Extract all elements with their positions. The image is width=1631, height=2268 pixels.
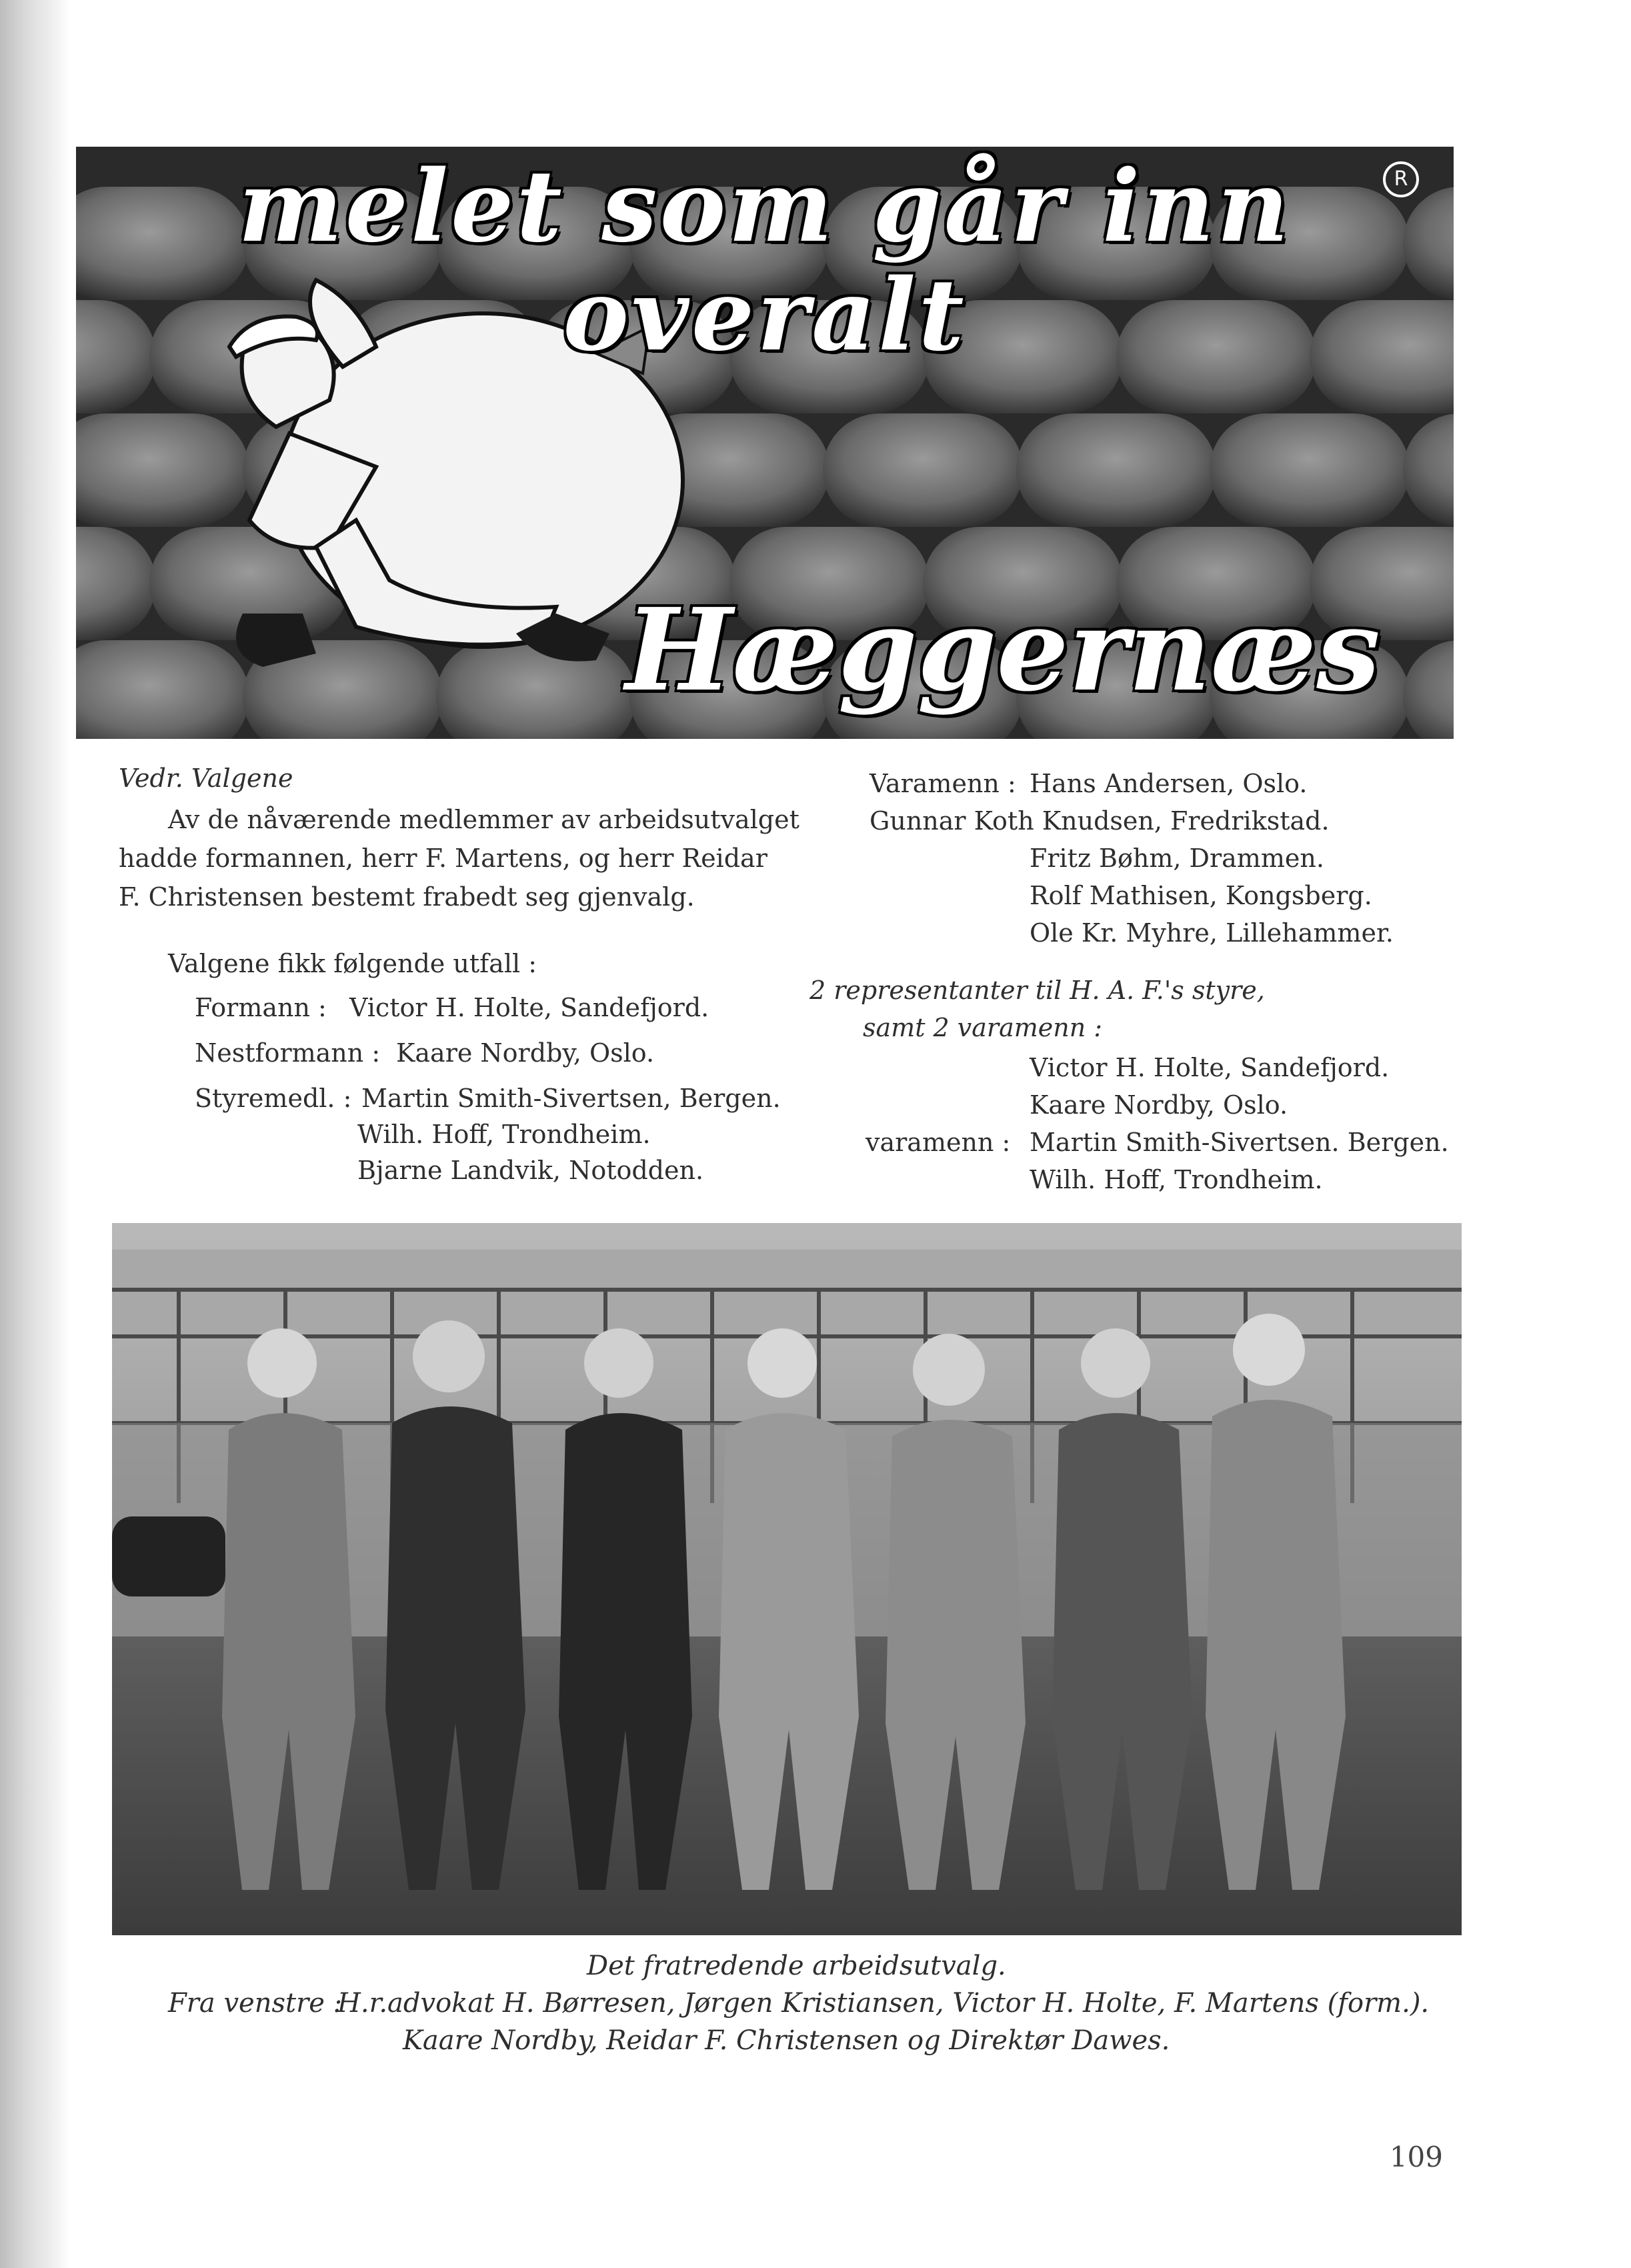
registered-trademark-icon: R <box>1383 161 1419 197</box>
varamenn-name: Hans Andersen, Oslo. <box>1030 769 1308 798</box>
formann-value: Victor H. Holte, Sandefjord. <box>349 993 709 1022</box>
styremedl-label: Styremedl. : <box>195 1084 352 1113</box>
page-number: 109 <box>1389 2141 1443 2173</box>
rep-varamenn-name: Martin Smith-Sivertsen. Bergen. <box>1030 1128 1449 1157</box>
styremedl-member: Bjarne Landvik, Notodden. <box>357 1156 704 1185</box>
group-photo <box>112 1223 1462 1935</box>
haeggernaes-advertisement <box>76 147 1454 739</box>
photo-caption-line: H.r.advokat H. Børresen, Jørgen Kristiansen, Victor H. Holte, F. Martens (form.). <box>337 1988 1430 2019</box>
representative-name: Kaare Nordby, Oslo. <box>1030 1090 1288 1120</box>
representatives-subheading: samt 2 varamenn : <box>863 1013 1103 1042</box>
varamenn-name: Rolf Mathisen, Kongsberg. <box>1030 881 1372 910</box>
scan-edge-shadow <box>0 0 69 2268</box>
styremedl-member: Wilh. Hoff, Trondheim. <box>357 1120 651 1149</box>
photo-caption-title: Det fratredende arbeidsutvalg. <box>587 1951 1006 1981</box>
intro-line-2: hadde formannen, herr F. Martens, og herr Reidar <box>119 844 767 873</box>
varamenn-name: Gunnar Koth Knudsen, Fredrikstad. <box>870 806 1330 836</box>
representatives-heading: 2 representanter til H. A. F.'s styre, <box>809 976 1265 1005</box>
rep-varamenn-name: Wilh. Hoff, Trondheim. <box>1030 1165 1323 1194</box>
section-heading: Vedr. Valgene <box>119 764 293 793</box>
rep-varamenn-label: varamenn : <box>866 1128 1011 1157</box>
intro-line-1: Av de nåværende medlemmer av arbeidsutvalget <box>168 805 799 834</box>
group-photo-illustration <box>112 1223 1462 1935</box>
ad-brand-logo: Hæggernæs <box>625 584 1380 717</box>
photo-caption-line: Kaare Nordby, Reidar F. Christensen og Direktør Dawes. <box>403 2025 1170 2056</box>
styremedl-member: Martin Smith-Sivertsen, Bergen. <box>361 1084 781 1113</box>
varamenn-label: Varamenn : <box>870 769 1016 798</box>
nestformann-label: Nestformann : <box>195 1038 381 1068</box>
varamenn-name: Fritz Bøhm, Drammen. <box>1030 844 1324 873</box>
varamenn-name: Ole Kr. Myhre, Lillehammer. <box>1030 918 1394 948</box>
results-intro: Valgene fikk følgende utfall : <box>168 949 537 978</box>
intro-line-3: F. Christensen bestemt frabedt seg gjenvalg. <box>119 882 695 912</box>
photo-caption-prefix: Fra venstre : <box>168 1988 343 2019</box>
ad-slogan: melet som går inn overalt <box>238 148 1292 373</box>
nestformann-value: Kaare Nordby, Oslo. <box>396 1038 655 1068</box>
representative-name: Victor H. Holte, Sandefjord. <box>1030 1053 1390 1082</box>
formann-label: Formann : <box>195 993 327 1022</box>
